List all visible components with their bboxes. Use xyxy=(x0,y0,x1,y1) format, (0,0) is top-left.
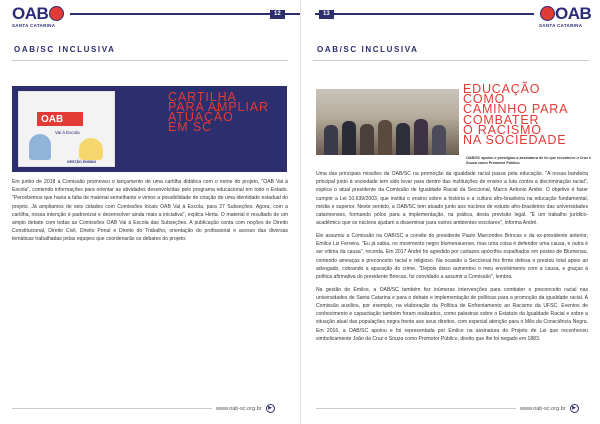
cover-logo: OAB xyxy=(41,114,64,125)
title-line: COMBATER xyxy=(463,112,540,127)
logo-subtitle: SANTA CATARINA xyxy=(12,23,56,28)
body-paragraph: Ele assumiu a Comissão na OAB/SC a convite do presidente Paulo Marcondes Brincas e da ex-presidente anterior, Emilce Liz Ferreira. "Eu já sabia, no movimento negro blumenauense, mas uma coisa é defender uma causa, e outra é ser vítima da causa", recorda. Em 2017 André foi agredido por cartazes apócrifos espalhados em postes de Blumenau, contendo ameaças e preconceito racial e religioso. Na ocasião a Seccional fez firme defesa e prestou total apoio ao advogado, cobrando a apuração do crime. "Depois disso aumentou o meu envolvimento com a causa, e graças à política afirmativa do presidente Brincas, fui convidado a assumir a Comissão", lembra. xyxy=(316,232,588,280)
title-line: CAMINHO PARA xyxy=(463,102,569,117)
cover-subtitle: Vai à Escola xyxy=(55,130,80,135)
section-title: OAB/SC INCLUSIVA xyxy=(14,45,116,54)
title-line: ATUAÇÃO xyxy=(168,110,234,124)
photo-caption: OAB/SC apoiou e prestigiou a assinatura de lei que reconhece o Cruz e Souza como Promotor Público xyxy=(466,156,591,165)
title-line: O RACISMO xyxy=(463,122,542,137)
article-title xyxy=(168,92,293,132)
page-number: 13 xyxy=(319,10,334,19)
logo-text: OAB xyxy=(12,4,49,23)
article-title xyxy=(463,82,595,148)
article-body xyxy=(316,170,588,348)
globe-icon xyxy=(49,6,64,21)
body-paragraph: Em junho de 2018 a Comissão promoveu o lançamento de uma cartilha didática com o nome do projeto, "OAB Vai à Escola", contendo informações para orientar as atividades desenvolvidas pelo programa educacional em todo o Estado. "Percebemos que havia a falta de material semelhante e vimos a possibilidade de criação de uma identidade estadual do projeto. Já ampliamos de seis cidades com Comissões locais OAB Vai à Escola, para 27 Subseções. Agora, com a cartilha, nossa intenção é padronizar e desenvolver ainda mais a iniciativa", explica Herta. O material é resultado de um amplo debate com todas as Comissões OAB Vai à Escola das Subseções. A publicação conta com noções de Direito Constitucional, Direito Civil, Direito Penal e Direito do Trabalho, orientação do profissional e acesso das diversas temáticas trabalhadas pelas equipes que coordenarão os debates do projeto. xyxy=(12,179,288,243)
page-number: 12 xyxy=(270,10,285,19)
section-divider xyxy=(313,60,589,61)
title-line: EDUCAÇÃO xyxy=(463,82,541,96)
oab-logo xyxy=(539,5,591,28)
section-divider xyxy=(12,60,288,61)
title-line: EM SC xyxy=(168,120,213,134)
article-body xyxy=(12,178,288,248)
footer-url[interactable]: www.oab-sc.org.br xyxy=(520,405,566,412)
title-line: PARA AMPLIAR xyxy=(168,100,269,114)
logo-text: OAB xyxy=(555,4,592,23)
event-photo xyxy=(316,89,459,155)
oab-logo xyxy=(12,5,64,28)
body-paragraph: Uma das principais missões da OAB/SC na promoção da igualdade racial passa pela educação. "A nossa bandeira principal junto à sociedade tem sido levar para dentro das instituições de ensino a luta contra a discriminação racial", explica o atual presidente da Comissão de Igualdade Racial da Seccional, Marco Antonio André. O objetivo é fazer cumprir a Lei 10.639/2003, que institui o ensino sobre a história e a cultura afro-brasileira na educação fundamental, média e superior. Neste sentido, a OAB/SC tem atuado junto aos núcleos de estudo afro-brasileiros das universidades catarinenses, formando pólos para a implementação, na prática, desta previsão legal. "É um trabalho jurídico-acadêmico que os núcleos ajudam a disseminar para outros ambientes escolares", informa André. xyxy=(316,171,588,227)
arrow-right-circle-icon[interactable]: ▶ xyxy=(266,404,275,413)
logo-subtitle: SANTA CATARINA xyxy=(539,23,583,28)
cartilha-cover-image xyxy=(18,91,115,167)
title-line: NA SOCIEDADE xyxy=(463,133,567,148)
section-title: OAB/SC INCLUSIVA xyxy=(317,45,419,54)
arrow-right-circle-icon[interactable]: ▶ xyxy=(570,404,579,413)
cover-illustration-figure xyxy=(29,134,51,160)
footer-url[interactable]: www.oab-sc.org.br xyxy=(216,405,262,412)
title-line: CARTILHA xyxy=(168,90,237,104)
globe-icon xyxy=(540,6,555,21)
cover-illustration-figure xyxy=(79,138,103,160)
title-line: COMO xyxy=(463,92,506,107)
footer xyxy=(12,404,275,413)
page-number-bar xyxy=(70,10,300,18)
footer xyxy=(316,404,579,413)
cover-caption: GESTÃO ENSINO xyxy=(67,160,97,164)
body-paragraph: Na gestão de Emilce, a OAB/SC também fez inúmeras intervenções para combater o preconceito racial nas universidades de Santa Catarina e para o debate e implementação de políticas para a promoção da igualdade racial. A Comissão auxiliou, por exemplo, na elaboração da Política de Enfrentamento ao Racismo da UFSC. Eventos de conhecimento e capacitação também foram realizados, como palestras sobre o Estatuto da Igualdade Racial e sobre a situação atual das populações negra frente aos seus direitos, com especial atenção para o Mês da Consciência Negra. Em 2016, a OAB/SC apoiou e foi representada por Emilce na assinatura do Projeto de Lei que reconheceu simbolicamente João da Cruz e Souza como Promotor Público, direito que lhe foi negado em 1883. xyxy=(316,286,588,342)
page-number-bar xyxy=(315,10,534,18)
